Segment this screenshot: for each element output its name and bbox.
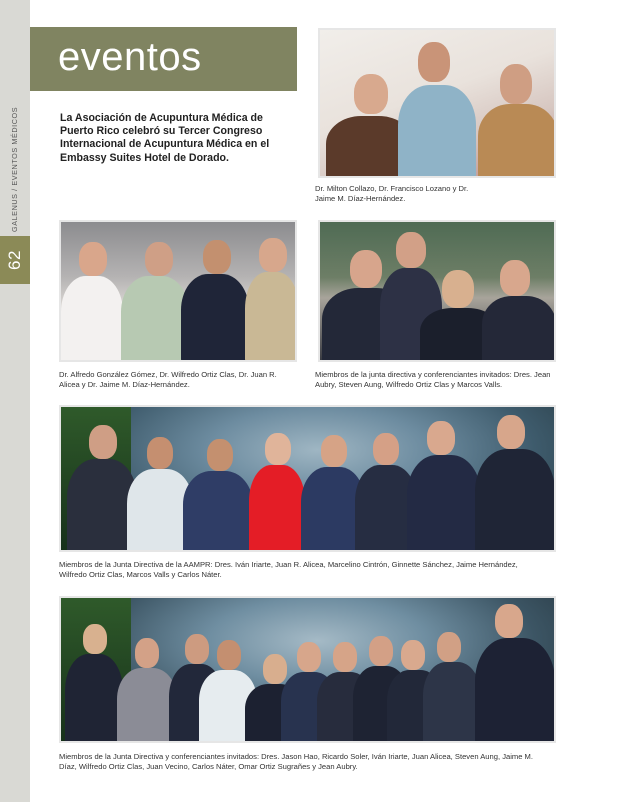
photo-caption: Miembros de la Junta Directiva y conferenciantes invitados: Dres. Jason Hao, Ricardo Soler, Iván Iriarte, Juan Alicea, Steven Aung, Jaime M. Díaz, Wilfredo Ortiz Clas, Juan Vecino, Carlos Náter, Omar Ortiz Sugrañes y Jean Aubry.	[59, 752, 533, 771]
page-number-text: 62	[4, 250, 24, 270]
page-title: eventos	[58, 35, 202, 79]
page-number	[0, 236, 30, 284]
section-header	[30, 27, 297, 91]
event-photo-4	[59, 405, 556, 552]
photo-caption: Dr. Milton Collazo, Dr. Francisco Lozano y Dr. Jaime M. Díaz-Hernández.	[315, 184, 469, 203]
intro-paragraph: La Asociación de Acupuntura Médica de Puerto Rico celebró su Tercer Congreso Internacional de Acupuntura Médica en el Embassy Suites Hotel de Dorado.	[60, 112, 270, 164]
photo-caption: Miembros de la Junta Directiva de la AAMPR: Dres. Iván Iriarte, Juan R. Alicea, Marcelino Cintrón, Ginnette Sánchez, Jaime Hernández, Wilfredo Ortiz Clas, Marcos Valls y Carlos Náter.	[59, 560, 518, 579]
event-photo-5	[59, 596, 556, 743]
photo-caption: Miembros de la junta directiva y conferenciantes invitados: Dres. Jean Aubry, Steven Aung, Wilfredo Ortiz Clas y Marcos Valls.	[315, 370, 551, 389]
section-label: GALENUS / EVENTOS MÉDICOS	[10, 106, 19, 232]
event-photo-3	[318, 220, 556, 362]
photo-caption: Dr. Alfredo González Gómez, Dr. Wilfredo Ortiz Clas, Dr. Juan R. Alicea y Dr. Jaime M. Díaz-Hernández.	[59, 370, 277, 389]
event-photo-1	[318, 28, 556, 178]
event-photo-2	[59, 220, 297, 362]
